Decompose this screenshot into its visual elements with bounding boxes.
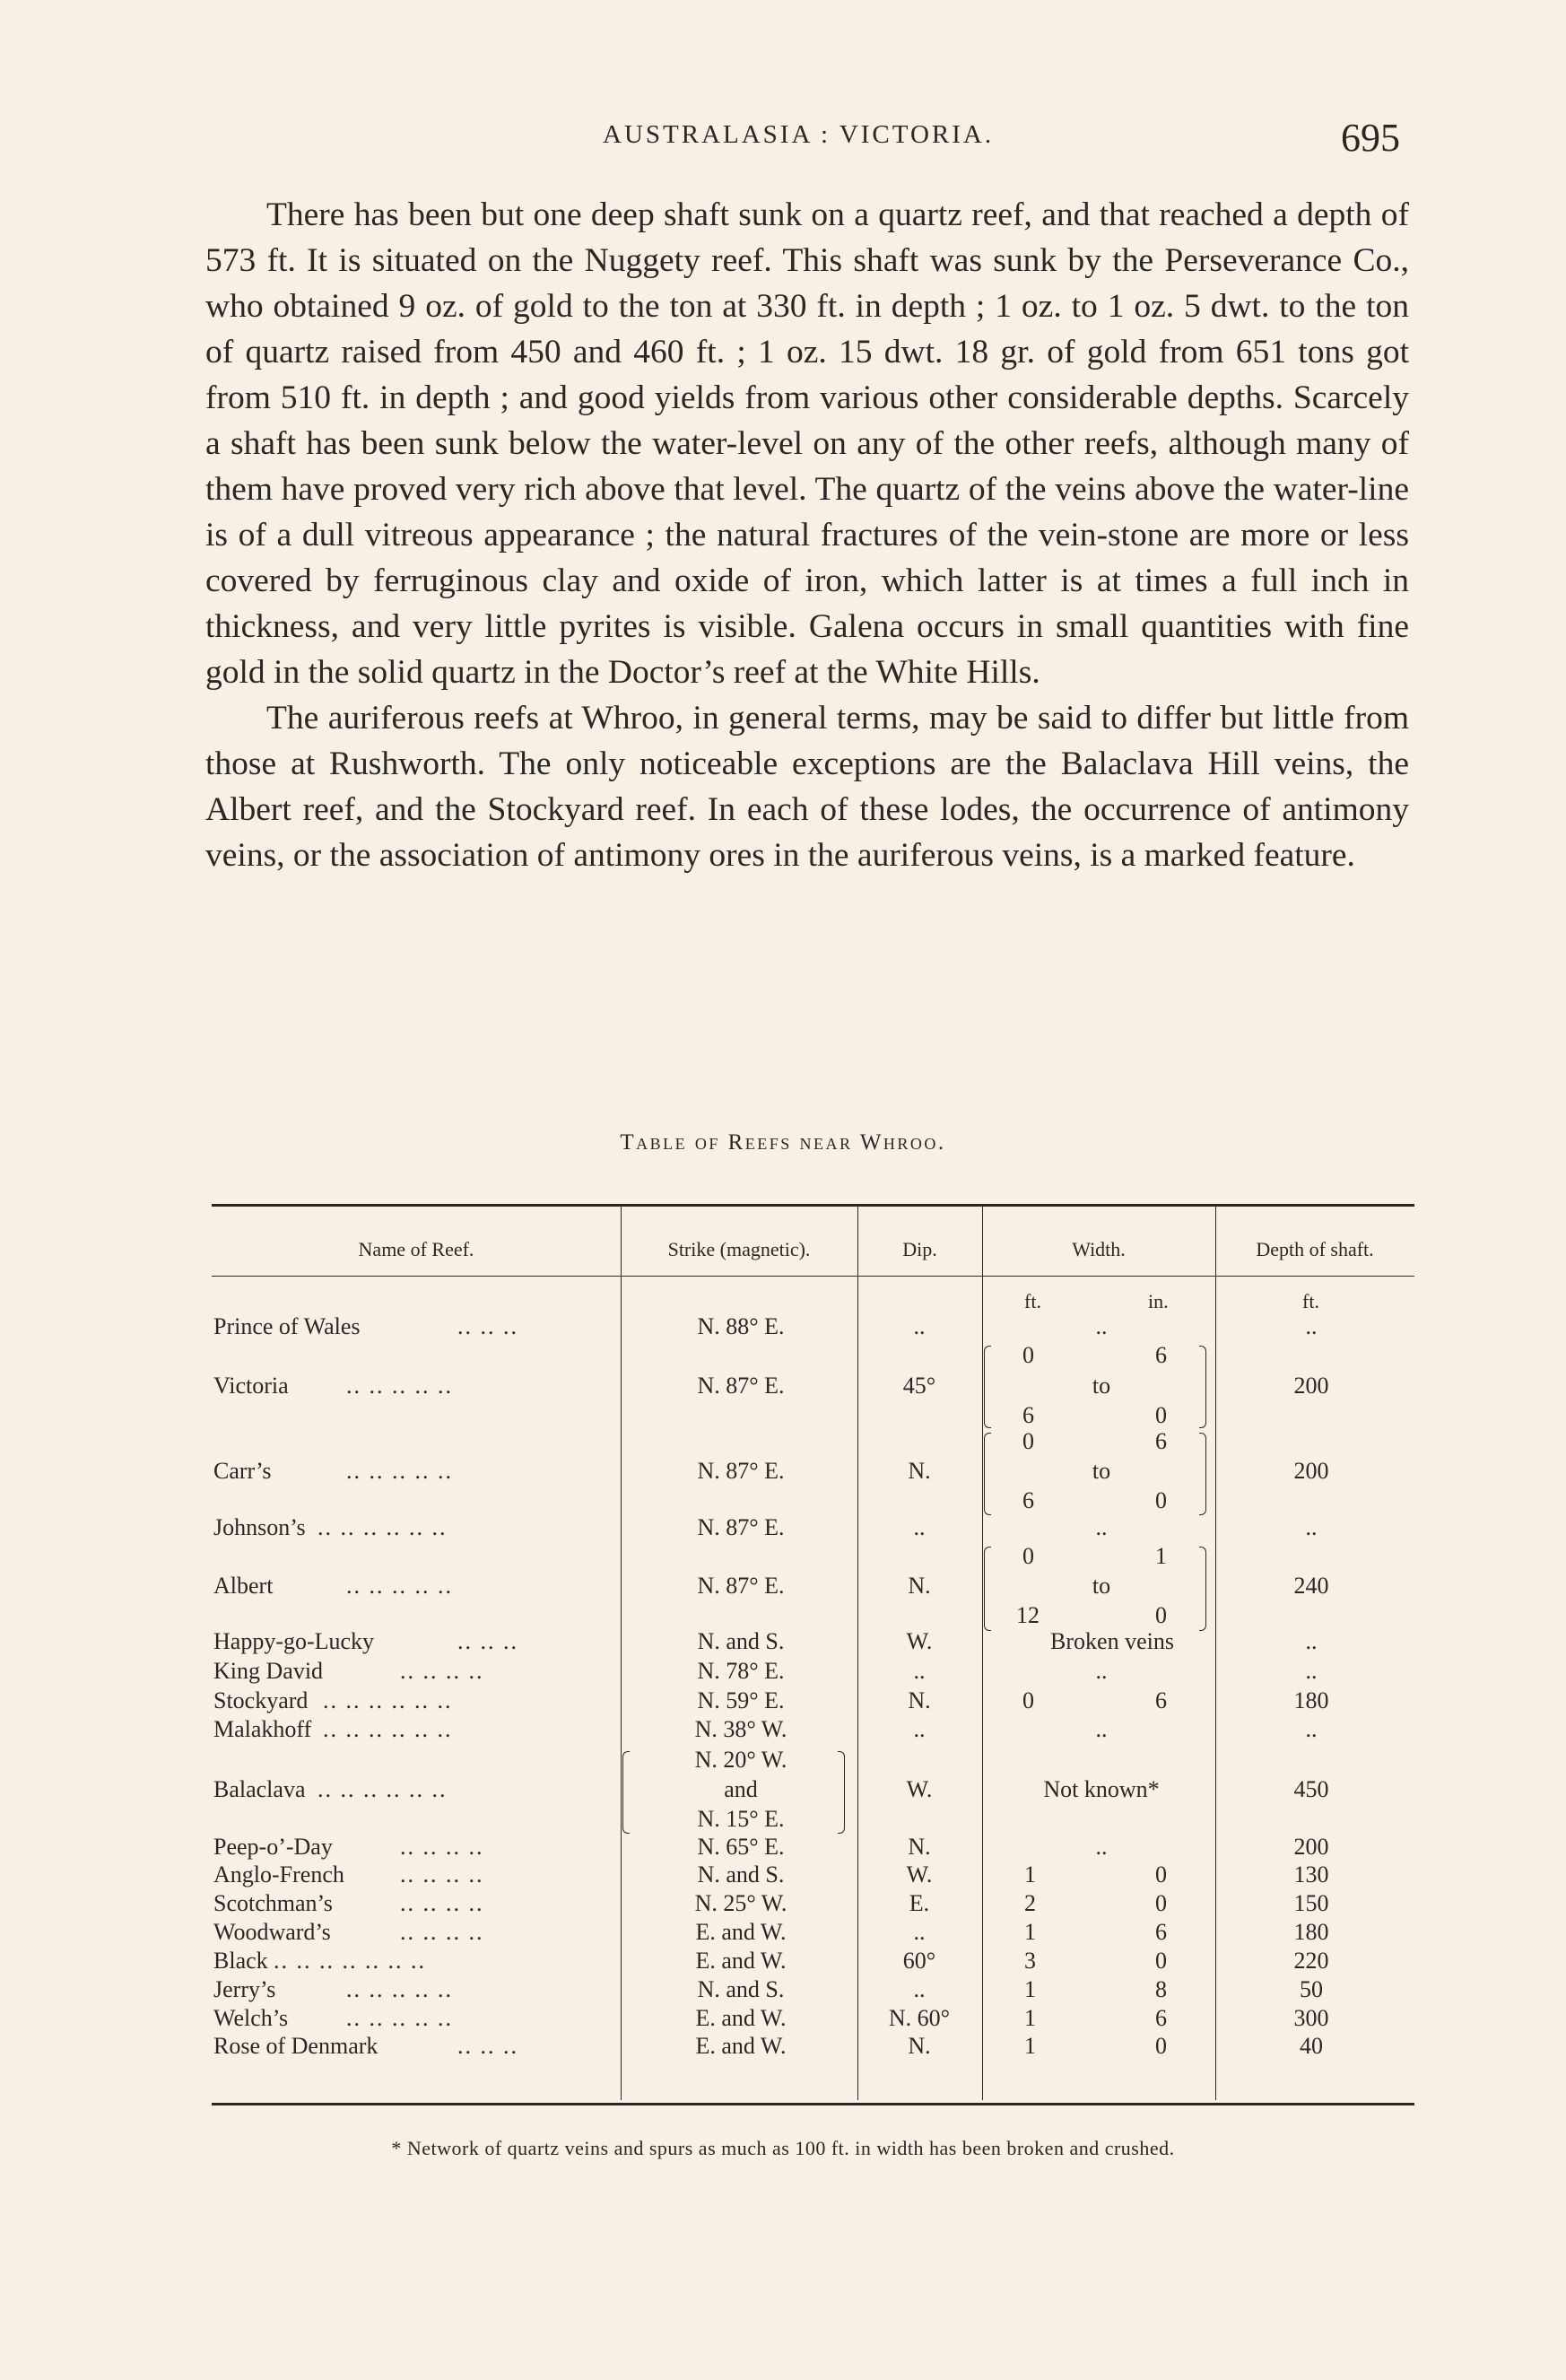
paragraph-2: The auriferous reefs at Whroo, in general terms, may be said to differ but little from those at Rushworth. The only noticeable exceptions are the Balaclava Hill veins, the Albert reef, and the Stockyard reef. In each of these lodes, the occurrence of antimony veins, or the association of antimony ores in the auriferous veins, is a marked feature. [205, 700, 1409, 874]
leader-dots: .. .. .. .. .. .. .. [274, 1948, 426, 1974]
reef-name: Black [213, 1948, 268, 1974]
reef-name: Victoria [213, 1373, 289, 1399]
brace-right [1199, 1547, 1206, 1631]
dip: N. [908, 1687, 931, 1713]
dip: N. [908, 1458, 931, 1484]
width-ft: .. [1095, 1313, 1108, 1339]
strike: E. and W. [695, 1919, 787, 1945]
width-a-in: 1 [1155, 1543, 1167, 1569]
width-a-in: 6 [1155, 1342, 1167, 1368]
width-a-ft: 0 [1022, 1342, 1034, 1368]
reef-name: Rose of Denmark [213, 2033, 378, 2059]
strike: N. 38° W. [694, 1716, 787, 1742]
brace-left [984, 1346, 991, 1428]
brace-left [984, 1433, 991, 1515]
reef-name: Balaclava [213, 1776, 306, 1802]
brace-right [838, 1751, 845, 1834]
width-ft: .. [1095, 1834, 1108, 1860]
reef-name: Johnson’s [213, 1514, 306, 1540]
leader-dots: .. .. .. .. [400, 1890, 484, 1916]
dip: N. [908, 1834, 931, 1860]
width-to: to [1092, 1458, 1111, 1484]
reef-name: Happy-go-Lucky [213, 1628, 375, 1654]
body-text [205, 192, 1409, 878]
strike-a: N. 20° W. [694, 1747, 787, 1773]
running-title: AUSTRALASIA : VICTORIA. [603, 120, 995, 149]
brace-right [1199, 1433, 1206, 1515]
width-ft: 1 [1024, 1861, 1036, 1887]
depth: 200 [1293, 1458, 1329, 1484]
reef-name: Carr’s [213, 1458, 272, 1484]
leader-dots: .. .. .. [457, 2033, 518, 2059]
brace-left [622, 1751, 630, 1834]
depth: 200 [1293, 1373, 1329, 1399]
reef-name: Scotchman’s [213, 1890, 333, 1916]
leader-dots: .. .. .. .. .. [346, 1458, 453, 1484]
width-ft: 1 [1024, 2033, 1036, 2059]
strike: N. 87° E. [697, 1514, 785, 1540]
table-rule-header [212, 1276, 1414, 1277]
dip: .. [913, 1313, 926, 1339]
dip: .. [913, 1716, 926, 1742]
depth: 50 [1300, 1976, 1323, 2002]
leader-dots: .. .. .. .. [400, 1834, 484, 1860]
width-in: 6 [1155, 2005, 1167, 2031]
width-in: 0 [1155, 1861, 1167, 1887]
strike: N. and S. [697, 1976, 785, 2002]
strike-and: and [724, 1776, 758, 1802]
paragraph-1: There has been but one deep shaft sunk on a quartz reef, and that reached a depth of 573 ft. It is situated on the Nuggety reef. This shaft was sunk by the Perseverance Co., who obtained 9 oz. of gold to the ton at 330 ft. in depth ; 1 oz. to 1 oz. 5 dwt. to the ton of quartz raised from 450 and 460 ft. ; 1 oz. 15 dwt. 18 gr. of gold from 651 tons got from 510 ft. in depth ; and good yields from various other considerable depths. Scarcely a shaft has been sunk below the water-level on any of the other reefs, although many of them have proved very rich above that level. The quartz of the veins above the water-line is of a dull vitreous appearance ; the natural fractures of the vein-stone are more or less covered by ferruginous clay and oxide of iron, which latter is at times a full inch in thickness, and very little pyrites is visible. Galena occurs in small quantities with fine gold in the solid quartz in the Doctor’s reef at the White Hills. [205, 196, 1409, 691]
dip: 45° [902, 1373, 936, 1399]
strike: N. 87° E. [697, 1458, 785, 1484]
depth: 180 [1293, 1687, 1329, 1713]
table-footnote: * Network of quartz veins and spurs as much as 100 ft. in width has been broken and crushed. [391, 2137, 1175, 2159]
depth: 150 [1293, 1890, 1329, 1916]
width-a-in: 6 [1155, 1428, 1167, 1454]
width-to: to [1092, 1573, 1111, 1599]
dip: W. [906, 1628, 933, 1654]
leader-dots: .. .. .. .. .. .. [323, 1687, 453, 1713]
width-b-in: 0 [1155, 1487, 1167, 1513]
leader-dots: .. .. .. .. .. [346, 1373, 453, 1399]
width-to: to [1092, 1373, 1111, 1399]
running-head [0, 115, 1566, 160]
dip: .. [913, 1919, 926, 1945]
width-a-ft: 0 [1022, 1543, 1034, 1569]
width-ft: 1 [1024, 2005, 1036, 2031]
strike: N. 65° E. [697, 1834, 785, 1860]
width-b-ft: 6 [1022, 1402, 1034, 1428]
width-ft: 1 [1024, 1976, 1036, 2002]
reef-name: Woodward’s [213, 1919, 331, 1945]
depth: 300 [1293, 2005, 1329, 2031]
column-divider [982, 1207, 983, 2100]
strike: N. 59° E. [697, 1687, 785, 1713]
reef-name: Welch’s [213, 2005, 289, 2031]
width-ft: 3 [1024, 1948, 1036, 1974]
depth: 180 [1293, 1919, 1329, 1945]
header-width: Width. [1072, 1238, 1126, 1260]
strike: E. and W. [695, 1948, 787, 1974]
depth: 240 [1293, 1573, 1329, 1599]
reef-name: Malakhoff [213, 1716, 312, 1742]
width-b-ft: 6 [1022, 1487, 1034, 1513]
width-b-in: 0 [1155, 1402, 1167, 1428]
width-in: 0 [1155, 1890, 1167, 1916]
width-ft: .. [1095, 1658, 1108, 1684]
strike: N. 87° E. [697, 1573, 785, 1599]
depth: .. [1305, 1514, 1318, 1540]
width-ft: 1 [1024, 1919, 1036, 1945]
reef-name: King David [213, 1658, 324, 1684]
width-ft: .. [1095, 1514, 1108, 1540]
strike: N. and S. [697, 1861, 785, 1887]
brace-right [1199, 1346, 1206, 1428]
dip: N. 60° [888, 2005, 951, 2031]
unit-depth-ft: ft. [1302, 1290, 1319, 1312]
column-divider [857, 1207, 858, 2100]
width-in: 0 [1155, 1948, 1167, 1974]
leader-dots: .. .. .. .. .. .. [318, 1514, 448, 1540]
dip: E. [909, 1890, 930, 1916]
strike: N. 87° E. [697, 1373, 785, 1399]
dip: N. [908, 1573, 931, 1599]
depth: 40 [1300, 2033, 1323, 2059]
reef-name: Albert [213, 1573, 274, 1599]
leader-dots: .. .. .. .. [400, 1919, 484, 1945]
leader-dots: .. .. .. [457, 1628, 518, 1654]
reef-name: Peep-o’-Day [213, 1834, 333, 1860]
table-rule-top [212, 1204, 1414, 1207]
width-ft: .. [1095, 1716, 1108, 1742]
dip: W. [906, 1861, 933, 1887]
dip: W. [906, 1776, 933, 1802]
strike-b: N. 15° E. [697, 1806, 785, 1832]
header-strike: Strike (magnetic). [667, 1238, 811, 1260]
width-b-ft: 12 [1016, 1602, 1040, 1628]
depth: 200 [1293, 1834, 1329, 1860]
strike: N. 25° W. [694, 1890, 787, 1916]
width-b-in: 0 [1155, 1602, 1167, 1628]
dip: .. [913, 1514, 926, 1540]
leader-dots: .. .. .. .. .. [346, 2005, 453, 2031]
leader-dots: .. .. .. [457, 1313, 518, 1339]
unit-ft: ft. [1024, 1290, 1041, 1312]
column-divider [1215, 1207, 1216, 2100]
leader-dots: .. .. .. .. .. .. [318, 1776, 448, 1802]
depth: .. [1305, 1716, 1318, 1742]
column-divider [621, 1207, 622, 2100]
width-in: 8 [1155, 1976, 1167, 2002]
strike: N. 88° E. [697, 1313, 785, 1339]
width-in: 6 [1155, 1687, 1167, 1713]
depth: .. [1305, 1313, 1318, 1339]
header-depth: Depth of shaft. [1256, 1238, 1374, 1260]
width-in: 6 [1155, 1919, 1167, 1945]
unit-in: in. [1148, 1290, 1169, 1312]
header-dip: Dip. [902, 1238, 937, 1260]
leader-dots: .. .. .. .. .. [346, 1976, 453, 2002]
depth: .. [1305, 1628, 1318, 1654]
table-rule-bottom [212, 2103, 1414, 2105]
reef-name: Prince of Wales [213, 1313, 361, 1339]
depth: 220 [1293, 1948, 1329, 1974]
depth: .. [1305, 1658, 1318, 1684]
strike: E. and W. [695, 2005, 787, 2031]
brace-left [984, 1547, 991, 1631]
reef-name: Jerry’s [213, 1976, 276, 2002]
dip: .. [913, 1976, 926, 2002]
page-number: 695 [1341, 116, 1400, 160]
strike: N. 78° E. [697, 1658, 785, 1684]
width-ft: 2 [1024, 1890, 1036, 1916]
width-a-ft: 0 [1022, 1428, 1034, 1454]
table-caption: Table of Reefs near Whroo. [620, 1130, 946, 1155]
reef-name: Stockyard [213, 1687, 309, 1713]
reef-name: Anglo-French [213, 1861, 344, 1887]
width-text: Not known* [1043, 1776, 1160, 1802]
leader-dots: .. .. .. .. [400, 1861, 484, 1887]
dip: N. [908, 2033, 931, 2059]
leader-dots: .. .. .. .. .. [346, 1573, 453, 1599]
leader-dots: .. .. .. .. .. .. [323, 1716, 453, 1742]
depth: 130 [1293, 1861, 1329, 1887]
depth: 450 [1293, 1776, 1329, 1802]
width-text: Broken veins [1050, 1628, 1174, 1654]
width-ft: 0 [1022, 1687, 1034, 1713]
leader-dots: .. .. .. .. [400, 1658, 484, 1684]
strike: N. and S. [697, 1628, 785, 1654]
header-name: Name of Reef. [358, 1238, 474, 1260]
dip: .. [913, 1658, 926, 1684]
strike: E. and W. [695, 2033, 787, 2059]
dip: 60° [902, 1948, 936, 1974]
width-in: 0 [1155, 2033, 1167, 2059]
